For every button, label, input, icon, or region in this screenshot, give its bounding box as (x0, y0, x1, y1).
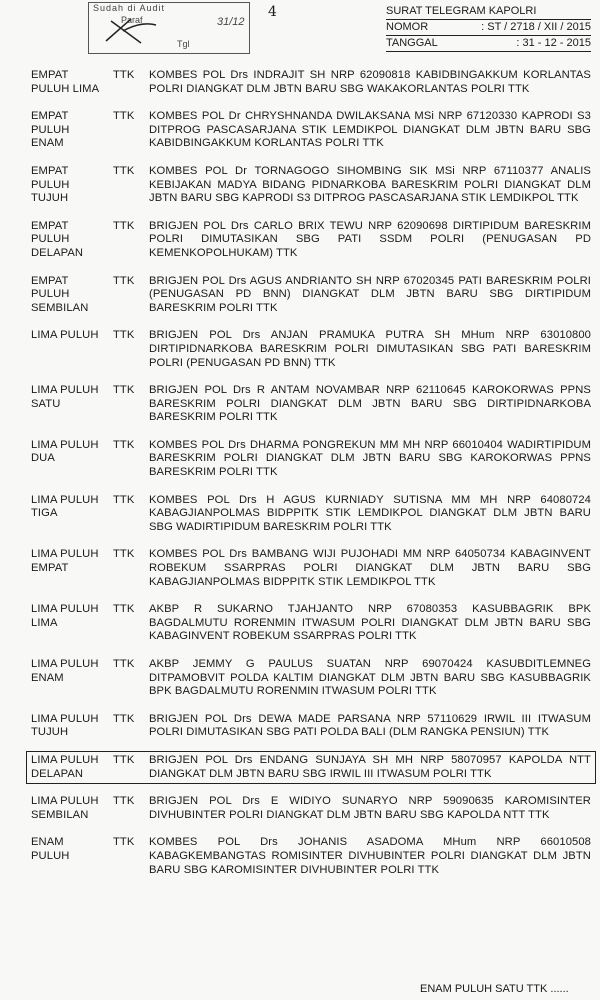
entry-item (26, 162, 596, 209)
entry-text: BRIGJEN POL Drs AGUS ANDRIANTO SH NRP 67020345 PATI BARESKRIM POLRI (PENUGASAN PD BNN) DIANGKAT DLM JBTN BARU SBG DIRTIPIDUM BARESKRIM POLRI TTK (149, 274, 591, 314)
entry-number: LIMA PULUH SEMBILAN (31, 795, 99, 821)
entry-ttk: TTK (113, 69, 135, 81)
entry-text: KOMBES POL Drs DHARMA PONGREKUN MM MH NRP 66010404 WADIRTIPIDUM BARESKRIM POLRI DIANGKAT DLM JBTN BARU SBG KAROKORWAS PPNS BARESKRIM POLRI TTK (149, 438, 591, 479)
entry-text: KOMBES POL Dr CHRYSHNANDA DWILAKSANA MSi NRP 67120330 KAPRODI S3 DITPROG PASCASARJANA STIK LEMDIKPOL DIANGKAT DLM JBTN BARU SBG KABIDBINGAKKUM KORLANTAS POLRI TTK (149, 110, 591, 150)
entry-number: EMPAT PULUH DELAPAN (31, 219, 84, 259)
tanggal-value: : 31 - 12 - 2015 (516, 37, 591, 49)
entry-text: KOMBES POL Drs BAMBANG WIJI PUJOHADI MM NRP 64050734 KABAGINVENT ROBEKUM SSARPRAS POLRI DIANGKAT DLM JBTN BARU SBG KABAGJIANPOLMAS BIDPPITK STIK LEMDIKPOL TTK (149, 548, 591, 588)
entry-ttk: TTK (113, 753, 135, 766)
entry-item (26, 751, 596, 784)
entry-number: LIMA PULUH DUA (31, 438, 99, 465)
entry-item (26, 217, 596, 264)
entry-ttk: TTK (113, 274, 135, 287)
entry-ttk: TTK (113, 438, 135, 451)
entry-number: EMPAT PULUH TUJUH (31, 164, 70, 205)
entry-ttk: TTK (113, 493, 135, 506)
entry-number: LIMA PULUH EMPAT (31, 548, 99, 575)
signature-mark (101, 11, 161, 51)
entry-text: AKBP JEMMY G PAULUS SUATAN NRP 69070424 KASUBDITLEMNEG DITPAMOBVIT POLDA KALTIM DIANGKAT DLM JBTN BARU SBG KASUBBAGRIK BPK BAGDALMUTU RORENMIN ITWASUM POLRI TTK (149, 658, 591, 698)
entry-number: LIMA PULUH DELAPAN (31, 753, 99, 780)
entry-number: ENAM PULUH (31, 836, 70, 862)
entry-item (26, 545, 596, 592)
entry-number: LIMA PULUH ENAM (31, 658, 99, 684)
entry-item (26, 600, 596, 647)
continuation-footer: ENAM PULUH SATU TTK ...... (420, 983, 569, 995)
entry-ttk: TTK (113, 164, 135, 177)
entry-item (26, 833, 596, 880)
stamp-paraf: Paraf (121, 15, 143, 25)
header-title: SURAT TELEGRAM KAPOLRI (386, 4, 591, 20)
header-nomor (386, 20, 591, 36)
entry-item (26, 107, 596, 154)
tanggal-label: TANGGAL (386, 37, 438, 49)
header-tanggal (386, 36, 591, 52)
entry-text: KOMBES POL Drs H AGUS KURNIADY SUTISNA MM MH NRP 64080724 KABAGJIANPOLMAS BIDPPITK STIK LEMDIKPOL DIANGKAT DLM JBTN BARU SBG WADIRTIPIDUM BARESKRIM POLRI TTK (149, 493, 591, 533)
entry-text: AKBP R SUKARNO TJAHJANTO NRP 67080353 KASUBBAGRIK BPK BAGDALMUTU RORENMIN ITWASUM POLRI DIANGKAT DLM JBTN BARU SBG KABAGINVENT ROBEKUM SSARPRAS POLRI TTK (149, 603, 591, 643)
entry-text: BRIGJEN POL Drs ENDANG SUNJAYA SH MH NRP 58070957 KAPOLDA NTT DIANGKAT DLM JBTN BARU SBG IRWIL III ITWASUM POLRI TTK (149, 753, 591, 780)
entry-number: EMPAT PULUH SEMBILAN (31, 274, 89, 314)
entry-number: LIMA PULUH (31, 329, 99, 342)
entry-item (26, 710, 596, 743)
page-number: 4 (268, 4, 277, 20)
entry-item (26, 66, 596, 99)
entry-number: LIMA PULUH TIGA (31, 493, 99, 520)
entry-text: BRIGJEN POL Drs R ANTAM NOVAMBAR NRP 62110645 KAROKORWAS PPNS BARESKRIM POLRI DIANGKAT DLM JBTN BARU SBG DIRTIPIDNARKOBA BARESKRIM POLRI TTK (149, 384, 591, 424)
entry-number: EMPAT PULUH ENAM (31, 110, 70, 150)
entry-item (26, 272, 596, 319)
entry-ttk: TTK (113, 795, 135, 808)
entry-ttk: TTK (113, 329, 135, 342)
entry-text: BRIGJEN POL Drs CARLO BRIX TEWU NRP 62090698 DIRTIPIDUM BARESKRIM POLRI DIMUTASIKAN SBG PATI SSDM POLRI (PENUGASAN PD KEMENKOPOLHUKAM) TTK (149, 219, 591, 259)
document-header (386, 4, 591, 52)
nomor-label: NOMOR (386, 21, 429, 33)
entry-text: KOMBES POL Dr TORNAGOGO SIHOMBING SIK MSi NRP 67110377 ANALIS KEBIJAKAN MADYA BIDANG PIDNARKOBA BARESKRIM POLRI DIANGKAT DLM JBTN BARU SBG KAPRODI S3 DITPROG PASCASARJANA STIK LEMDIKPOL TTK (149, 164, 591, 205)
entry-number: LIMA PULUH SATU (31, 384, 99, 410)
entry-ttk: TTK (113, 110, 135, 123)
entry-item (26, 655, 596, 702)
entry-text: BRIGJEN POL Drs DEWA MADE PARSANA NRP 57110629 IRWIL III ITWASUM POLRI DIMUTASIKAN SBG PATI POLDA BALI (DLM RANGKA PENSIUN) TTK (149, 712, 591, 739)
entry-item (26, 491, 596, 538)
nomor-value: : ST / 2718 / XII / 2015 (481, 21, 591, 33)
entry-ttk: TTK (113, 658, 135, 670)
entry-ttk: TTK (113, 836, 135, 849)
entry-ttk: TTK (113, 384, 135, 397)
entry-ttk: TTK (113, 603, 135, 616)
entry-item (26, 792, 596, 825)
entry-item (26, 326, 596, 373)
entry-list (26, 66, 596, 888)
stamp-label: Sudah di Audit (93, 3, 166, 13)
entry-ttk: TTK (113, 548, 135, 561)
entry-text: KOMBES POL Drs JOHANIS ASADOMA MHum NRP 66010508 KABAGKEMBANGTAS ROMISINTER DIVHUBINTER POLRI DIANGKAT DLM JBTN BARU SBG KAROMISINTER DIVHUBINTER POLRI TTK (149, 836, 591, 876)
entry-ttk: TTK (113, 219, 135, 232)
entry-text: BRIGJEN POL Drs ANJAN PRAMUKA PUTRA SH MHum NRP 63010800 DIRTIPIDNARKOBA BARESKRIM POLRI DIMUTASIKAN SBG PATI BARESKRIM POLRI (PENUGASAN PD BNN) TTK (149, 329, 591, 369)
entry-item (26, 436, 596, 483)
stamp-tgl: Tgl (177, 39, 190, 49)
entry-number: EMPAT PULUH LIMA (31, 69, 100, 95)
entry-ttk: TTK (113, 712, 135, 725)
entry-number: LIMA PULUH LIMA (31, 603, 99, 629)
stamp-date: 31/12 (217, 16, 245, 28)
entry-item (26, 381, 596, 428)
audit-stamp (88, 2, 250, 54)
entry-text: KOMBES POL Drs INDRAJIT SH NRP 62090818 KABIDBINGAKKUM KORLANTAS POLRI DIANGKAT DLM JBTN BARU SBG WAKAKORLANTAS POLRI TTK (149, 69, 591, 95)
entry-number: LIMA PULUH TUJUH (31, 712, 99, 739)
entry-text: BRIGJEN POL Drs E WIDIYO SUNARYO NRP 59090635 KAROMISINTER DIVHUBINTER POLRI DIANGKAT DLM JBTN BARU SBG KAPOLDA NTT TTK (149, 795, 591, 821)
